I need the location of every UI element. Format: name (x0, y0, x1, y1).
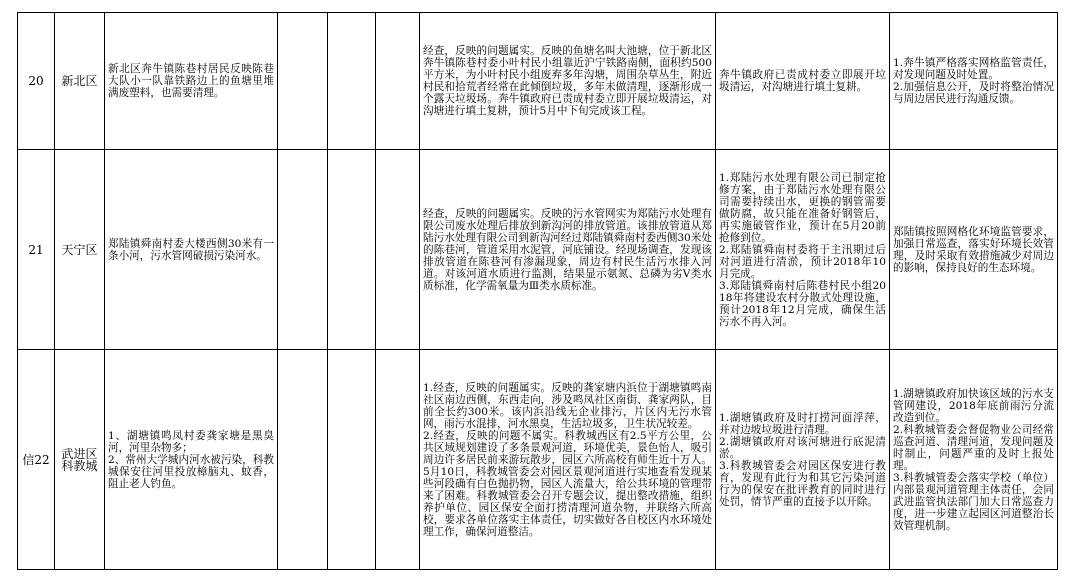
empty-cell (278, 150, 328, 350)
complaint-cell: 郑陆镇舜南村委大楼西侧30米有一条小河，污水管网破损污染河水。 (105, 150, 278, 350)
table-row (18, 350, 1058, 570)
handling-cell: 1.湖塘镇政府及时打捞河面浮萍，并对边坡垃圾进行清理。 2.湖塘镇政府对该河塘进行底泥清淤。 3.科教城管委会对园区保安进行教育，发现有此行为和其它污染河道行为的保安在批评教育的同时进行处罚，情节严重的直接予以开除。 (716, 350, 890, 570)
district-cell: 武进区科教城 (55, 350, 105, 570)
district-cell: 新北区 (55, 13, 105, 150)
empty-cell (328, 150, 376, 350)
accountability-cell: 郑陆镇按照网格化环境监管要求，加强日常巡查，落实好环境长效管理，及时采取有效措施减少对周边的影响，保持良好的生态环境。 (890, 150, 1058, 350)
handling-cell: 奔牛镇政府已责成村委立即展开垃圾清运，对沟塘进行填土复耕。 (716, 13, 890, 150)
row-number: 信22 (18, 350, 55, 570)
table-row (18, 13, 1058, 150)
investigation-cell: 1.经查，反映的问题属实。反映的龚家塘内浜位于湖塘镇鸣南社区南边西侧，东西走向，涉及鸣凤社区南街、龚家两队，目前全长约300米。该内浜沿线无企业排污，片区内无污水管网，雨污水混排，河水黑臭，生活垃圾多，卫生状况较差。 2.经查，反映的问题不属实。科教城西区有2.5平方公里，公共区域规划建设了多条景观河道，环境优美，景色怡人，吸引周边许多居民前来游玩散步，园区六所高校有师生近十万人。5月10日，科教城管委会对园区景观河道进行实地查看发现某些河段确有白色抛扔物，园区人流量大，给公共环境的管理带来了困难。科教城管委会召开专题会议，提出整改措施，组织养护单位、园区保安全面打捞清理河道杂物，并联络六所高校，要求各单位落实主体责任，切实做好各自校区内水环境处理工作，确保河道整洁。 (420, 350, 716, 570)
empty-cell (376, 350, 420, 570)
accountability-cell: 1.湖塘镇政府加快该区域的污水支管网建设，2018年底前雨污分流改造到位。 2.科教城管委会督促物业公司经常巡查河道、清理河道，发现问题及时制止，问题严重的及时上报处理。 3.科教城管委会落实学校（单位）内部景观河道管理主体责任，会同武进监管执法部门加大日常巡查力度，进一步建立起园区河道整治长效管理机制。 (890, 350, 1058, 570)
complaint-cell: 1、湖塘镇鸣凤村委龚家塘是黑臭河，河里杂物多； 2、常州大学城内河水被污染，科教城保安往河里投放樟脑丸、蚊香，阻止老人钓鱼。 (105, 350, 278, 570)
complaint-cell: 新北区奔牛镇陈巷村居民反映陈巷大队小一队靠铁路边上的鱼塘里堆满废塑料，也需要清理。 (105, 13, 278, 150)
empty-cell (376, 150, 420, 350)
district-cell: 天宁区 (55, 150, 105, 350)
investigation-cell: 经查，反映的问题属实。反映的鱼塘名叫大池塘，位于新北区奔牛镇陈巷村委小叶村民小组靠近沪宁铁路南侧，面积约500平方米，为小叶村民小组废弃多年沟塘，周围杂草丛生，附近村民和拾荒者经常在此倾倒垃圾，多年未做清理，逐渐形成一个露天垃圾场。奔牛镇政府已责成村委立即开展垃圾清运，对沟塘进行填土复耕，预计5月中下旬完成该工程。 (420, 13, 716, 150)
accountability-cell: 1.奔牛镇严格落实网格监管责任，对发现问题及时处置。 2.加强信息公开，及时将整治情况与周边居民进行沟通反馈。 (890, 13, 1058, 150)
empty-cell (328, 350, 376, 570)
row-number: 21 (18, 150, 55, 350)
empty-cell (278, 13, 328, 150)
empty-cell (278, 350, 328, 570)
investigation-cell: 经查，反映的问题属实。反映的污水管网实为郑陆污水处理有限公司废水处理后排放到新沟河的排放管道。该排放管道从郑陆污水处理有限公司到新沟河经过郑陆镇舜南村委西侧30米处的陈巷河，管道采用水泥管，河底铺设。经现场调查，发现该排放管道在陈巷河有渗漏现象，周边有村民生活污水排入河道。对该河道水质进行监测，结果显示氨氮、总磷为劣Ⅴ类水质标准，化学需氧量为Ⅲ类水质标准。 (420, 150, 716, 350)
row-number: 20 (18, 13, 55, 150)
table-row (18, 150, 1058, 350)
empty-cell (376, 13, 420, 150)
rectification-table (17, 12, 1058, 570)
handling-cell: 1.郑陆污水处理有限公司已制定抢修方案，由于郑陆污水处理有限公司需要持续出水，更换的钢管需要做防腐，故只能在准备好钢管后，再实施破管作业，预计在5月20前抢修到位。 2.郑陆镇舜南村委将于主汛期过后对河道进行清淤，预计2018年10月完成。 3.郑陆镇舜南村后陈巷村民小组2018年将建设农村分散式处理设施，预计2018年12月完成，确保生活污水不再入河。 (716, 150, 890, 350)
empty-cell (328, 13, 376, 150)
